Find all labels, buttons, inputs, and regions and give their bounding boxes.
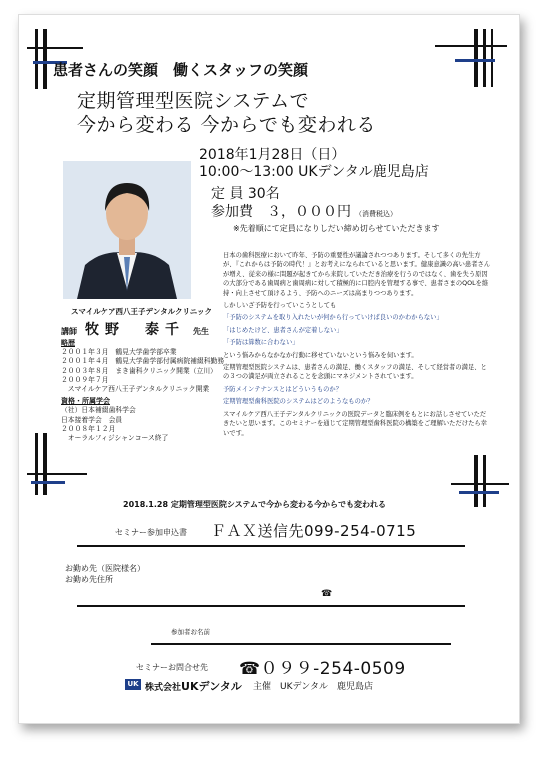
affil-item: （社）日本補綴歯科学会 [61,406,136,415]
affil-item: ２００８年１２月 [61,424,116,433]
speaker-career [61,339,224,443]
question-1: 「予防のシステムを取り入れたいが何から行っていけば良いのかわからない」 [223,314,443,322]
frame-line-tl [27,47,83,49]
form-divider-1 [77,545,465,547]
body-para1: 日本の歯科医療において昨年、予防の重要性が議論されつつあります。そして多くの先生方が、『これからは予防の時代！』とお考えになられていると思います。健康意識の高い患者さんが増え、従来の様に問題が起きてから来院していただき治療を行うのではなく、歯を失う原因の大部分である歯周病と歯周病に対して積極的に口腔内を管理する事で、患者さまのQOLを維持・向上させて頂けるよう、予防へのニーズは高まりつつあります。 [223,252,491,297]
body-para2: しかしいざ予防を行っていこうとしても [223,302,337,310]
phone-icon: ☎ [321,589,333,599]
form-divider-2 [77,605,465,607]
career-item: ２００１年３月 鶴見大学歯学部卒業 [61,348,177,357]
career-item: ２００３年８月 まき歯科クリニック開業（立川） [61,366,217,375]
career-item: スマイルケア西八王子デンタルクリニック開業 [61,385,210,394]
speaker-name: 牧野 泰千 [85,322,185,338]
body-para5: スマイルケア西八王子デンタルクリニックの医院データと臨床例をもとにお話しさせていただきたいと思います。このセミナーを通じて定期管理型歯科医院の構築をご理解いただけたら幸いです。 [223,410,487,437]
event-notice: ※先着順にて定員になりしだい締め切らせていただきます [233,224,440,233]
organizer: 主催 UKデンタル 鹿児島店 [253,682,373,692]
frame-bar-br-2 [483,455,486,507]
question-3: 「予防は算数に合わない」 [223,339,299,347]
frame-bar-tr-1 [474,29,478,87]
fee-note: （消費税込） [355,210,397,218]
frame-bar-bl-2 [43,433,47,495]
frame-bar-tl-2 [43,29,47,89]
frame-line-br-blue [459,491,499,494]
frame-bar-br-1 [474,455,478,507]
career-item: ２００９年７月 [61,375,109,384]
affil-item: オーラルフィジシャンコース終了 [61,434,169,443]
body-text [223,251,491,441]
form-title: 2018.1.28 定期管理型医院システムで今から変わる今からでも変われる [123,500,386,509]
title-line1: 定期管理型医院システムで [77,90,310,112]
tagline: 患者さんの笑顔 働くスタッフの笑顔 [53,61,309,79]
speaker-photo [63,161,191,299]
workplace-label: お勤め先（医院様名） [65,564,145,573]
company-brand: UKデンタル [181,680,242,693]
question-2: 「はじめたけど、患者さんが定着しない」 [223,326,343,334]
question-5: 定期管理型歯科医院のシステムはどのようなものか？ [223,398,374,406]
speaker-clinic: スマイルケア西八王子デンタルクリニック [71,307,212,316]
frame-line-bl [27,473,87,475]
workplace-address-label: お勤め先住所 [65,575,113,584]
career-item: ２００１年４月 鶴見大学歯学部付属病院補綴科勤務 [61,357,225,366]
company-logo: UK [125,679,141,690]
frame-line-tr-blue [455,59,495,62]
company-type: 株式会社 [145,683,182,693]
career-heading: 略歴 [61,339,75,347]
inquiry-label: セミナーお問合せ先 [136,663,208,672]
body-para4: 定期管理型医院システムは、患者さんの満足、働くスタッフの満足、そして経営者の満足、との３つの満足が両立されることを念頭にマネジメントされています。 [223,364,487,381]
frame-bar-tr-2 [483,29,486,87]
affil-heading: 資格・所属学会 [61,397,110,406]
title-line2: 今から変わる 今からでも変われる [77,114,376,136]
frame-line-tr [435,45,507,47]
frame-bar-tl-1 [35,29,38,89]
form-divider-3 [151,643,451,645]
frame-bar-bl-1 [35,433,38,495]
speaker-honorific: 先生 [193,327,209,336]
inquiry-phone: ☎０９９-254-0509 [239,659,406,679]
application-label: セミナー参加申込書 [115,528,187,537]
question-4: 予防メインテナンスとはどういうものか？ [223,385,343,393]
event-date: 2018年1月28日（日） [199,147,346,163]
fee-amount: 参加費 ３，０００円 [211,204,351,220]
speaker-role: 講師 [61,327,77,336]
flyer-sheet [18,14,520,724]
event-time-place: 10:00〜13:00 UKデンタル鹿児島店 [199,164,429,180]
affil-item: 日本接着学会 会員 [61,415,123,424]
participant-label: 参加者お名前 [171,628,210,636]
frame-bar-tr-3 [491,29,493,87]
company-name [145,678,242,694]
frame-line-br [451,483,509,485]
event-capacity: 定 員 30名 [211,186,280,202]
body-para3: という悩みからなかなか行動に移せていないという悩みを伺います。 [223,351,418,359]
event-fee [211,201,397,221]
fax-number: ＦＡＸ送信先099-254-0715 [211,522,417,540]
frame-line-bl-blue [31,481,65,484]
speaker-line [61,319,209,339]
